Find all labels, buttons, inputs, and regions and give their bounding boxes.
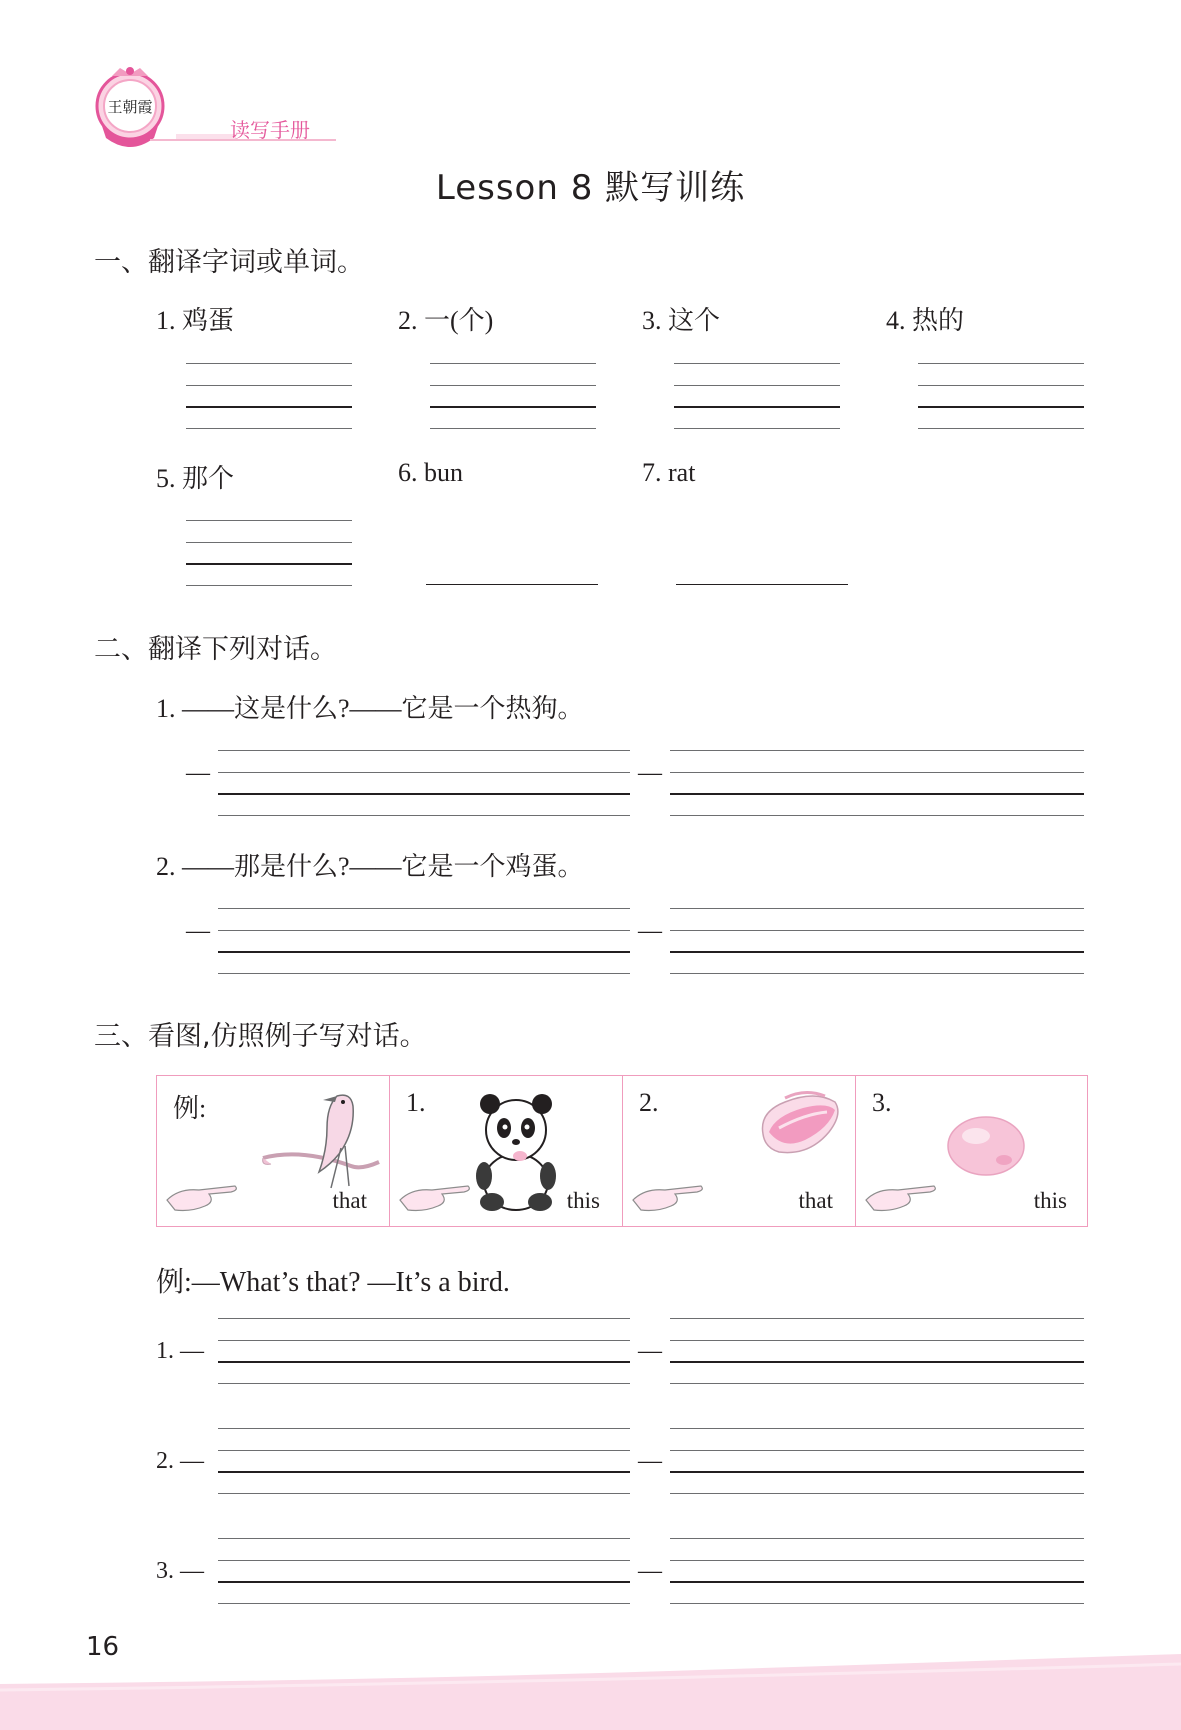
vocab-item-3: 3. 这个 (642, 306, 721, 335)
pointing-hand-icon (165, 1170, 239, 1218)
book-label: 读写手册 (230, 118, 310, 142)
answer-grid-4[interactable] (918, 363, 1084, 429)
row-number-3: 3. — (156, 1558, 204, 1584)
section2-heading: 二、翻译下列对话。 (94, 634, 337, 665)
answer-grid-3[interactable] (674, 363, 840, 429)
vocab-item-2: 2. 一(个) (398, 306, 494, 335)
vocab-item-5: 5. 那个 (156, 464, 235, 493)
dialogue-prompt-2: 2. ——那是什么?——它是一个鸡蛋。 (156, 852, 584, 881)
answer-grid-1[interactable] (186, 363, 352, 429)
cell-number: 3. (872, 1088, 892, 1117)
dialogue-dash: — (186, 918, 210, 944)
answer-line-7[interactable] (676, 584, 848, 585)
cell-word: that (798, 1188, 833, 1213)
dialogue-dash: — (638, 918, 662, 944)
page-title: Lesson 8 默写训练 (435, 168, 746, 208)
answer-grid-5[interactable] (186, 520, 352, 586)
bird-icon (261, 1088, 385, 1198)
page-number: 16 (86, 1632, 120, 1662)
dialogue-prompt-1: 1. ——这是什么?——它是一个热狗。 (156, 694, 584, 723)
cell-word: this (1033, 1188, 1067, 1213)
dialogue-dash: — (638, 1448, 662, 1474)
example-dialogue: 例:—What’s that? —It’s a bird. (156, 1267, 510, 1298)
cell-word: that (332, 1188, 367, 1213)
brand-logo (92, 66, 168, 150)
picture-cell-1 (390, 1076, 623, 1226)
vocab-item-4: 4. 热的 (886, 306, 965, 335)
pointing-hand-icon (398, 1170, 472, 1218)
dialogue-dash: — (638, 1338, 662, 1364)
row-number-2: 2. — (156, 1448, 204, 1474)
pointing-hand-icon (631, 1170, 705, 1218)
dialogue-answer-2b[interactable] (670, 908, 1084, 974)
dialogue-row-3b[interactable] (670, 1538, 1084, 1604)
row-number-1: 1. — (156, 1338, 204, 1364)
hotdog-icon (755, 1088, 843, 1160)
dialogue-answer-2a[interactable] (218, 908, 630, 974)
answer-line-6[interactable] (426, 584, 598, 585)
dialogue-row-1a[interactable] (218, 1318, 630, 1384)
picture-cell-example (157, 1076, 390, 1226)
dialogue-dash: — (638, 760, 662, 786)
dialogue-answer-1b[interactable] (670, 750, 1084, 816)
footer-band (0, 1650, 1181, 1730)
dialogue-row-3a[interactable] (218, 1538, 630, 1604)
pointing-hand-icon (864, 1170, 938, 1218)
dialogue-answer-1a[interactable] (218, 750, 630, 816)
cell-number: 例: (173, 1094, 207, 1123)
picture-cell-3 (856, 1076, 1089, 1226)
panda-icon (474, 1090, 558, 1214)
egg-icon (946, 1114, 1028, 1178)
section1-heading: 一、翻译字词或单词。 (94, 247, 364, 278)
dialogue-dash: — (186, 760, 210, 786)
vocab-item-6: 6. bun (398, 458, 463, 487)
picture-table (156, 1075, 1088, 1227)
dialogue-row-1b[interactable] (670, 1318, 1084, 1384)
section3-heading: 三、看图,仿照例子写对话。 (94, 1021, 427, 1052)
vocab-item-1: 1. 鸡蛋 (156, 306, 235, 335)
dialogue-dash: — (638, 1558, 662, 1584)
cell-word: this (566, 1188, 600, 1213)
dialogue-row-2b[interactable] (670, 1428, 1084, 1494)
cell-number: 2. (639, 1088, 659, 1117)
cell-number: 1. (406, 1088, 426, 1117)
vocab-item-7: 7. rat (642, 458, 696, 487)
answer-grid-2[interactable] (430, 363, 596, 429)
dialogue-row-2a[interactable] (218, 1428, 630, 1494)
picture-cell-2 (623, 1076, 856, 1226)
logo-text: 王朝霞 (107, 98, 153, 116)
